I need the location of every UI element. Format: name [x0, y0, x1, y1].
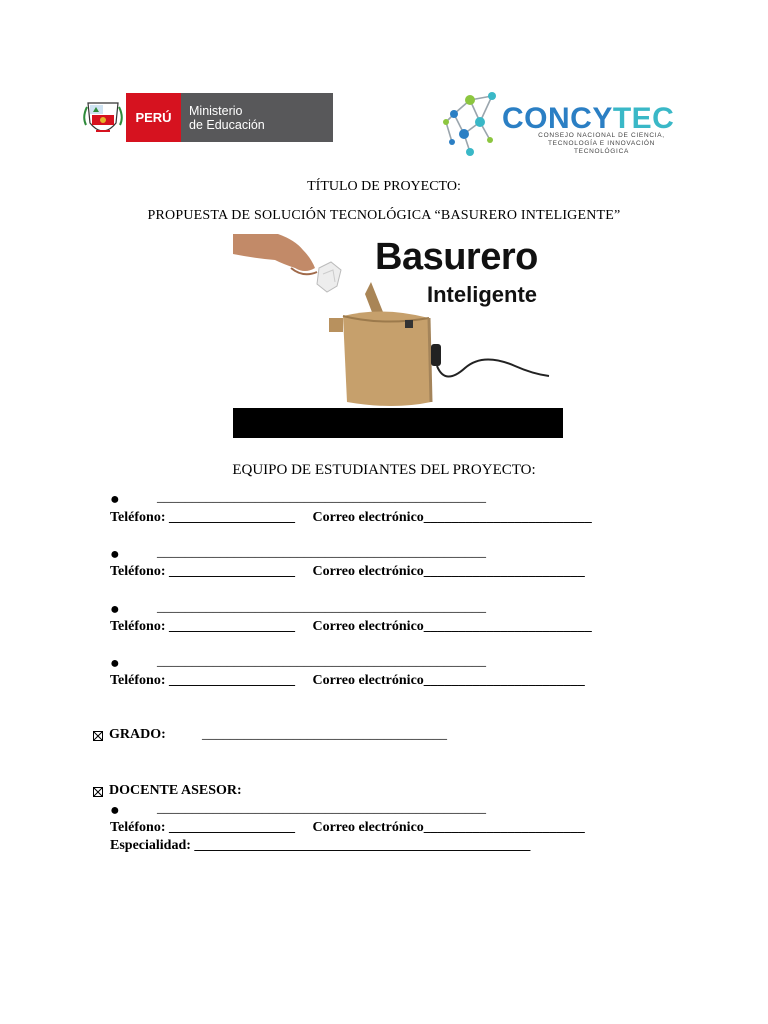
- minedu-logo: [82, 93, 333, 142]
- concytec-logo: [440, 88, 680, 160]
- grade-label: GRADO:: [109, 727, 166, 742]
- concytec-name: CONCYTEC: [502, 102, 675, 135]
- advisor-specialty-line[interactable]: Especialidad: ________________________________________________: [110, 838, 531, 853]
- ministry-line2: de Educación: [189, 117, 265, 132]
- illustration-subtitle: Inteligente: [427, 282, 538, 307]
- checkbox-cross-icon: [94, 788, 102, 796]
- bullet-icon: ●: [110, 601, 120, 618]
- illustration-title: Basurero: [375, 236, 538, 278]
- member-contact-line[interactable]: Teléfono: __________________ Correo electrónico_______________________: [110, 564, 585, 579]
- member-contact-line[interactable]: Teléfono: __________________ Correo electrónico_______________________: [110, 673, 585, 688]
- peru-crest-icon: [82, 93, 124, 142]
- grade-field[interactable]: ___________________________________: [202, 727, 447, 742]
- member-contact-line[interactable]: Teléfono: __________________ Correo electrónico________________________: [110, 619, 592, 634]
- advisor-contact-line[interactable]: Teléfono: __________________ Correo electrónico_______________________: [110, 820, 585, 835]
- concytec-subtitle: CONSEJO NACIONAL DE CIENCIA, TECNOLOGÍA E INNOVACIÓN TECNOLÓGICA: [538, 132, 665, 155]
- network-icon: [440, 88, 502, 160]
- advisor-name-field[interactable]: _______________________________________________: [157, 801, 486, 816]
- black-band: [233, 408, 563, 438]
- member-name-field[interactable]: _______________________________________________: [157, 600, 486, 615]
- ministry-line1: Ministerio: [189, 103, 243, 118]
- bullet-icon: ●: [110, 491, 120, 508]
- member-contact-line[interactable]: Teléfono: __________________ Correo electrónico________________________: [110, 510, 592, 525]
- member-name-field[interactable]: _______________________________________________: [157, 654, 486, 669]
- team-heading: EQUIPO DE ESTUDIANTES DEL PROYECTO:: [232, 462, 536, 478]
- checkbox-cross-icon: [94, 732, 102, 740]
- bullet-icon: ●: [110, 802, 120, 819]
- advisor-label: DOCENTE ASESOR:: [109, 783, 242, 798]
- ministry-name: [181, 93, 333, 142]
- bullet-icon: ●: [110, 546, 120, 563]
- peru-label: PERÚ: [126, 93, 181, 142]
- project-title: PROPUESTA DE SOLUCIÓN TECNOLÓGICA “BASURERO INTELIGENTE”: [147, 208, 621, 223]
- member-name-field[interactable]: _______________________________________________: [157, 545, 486, 560]
- project-illustration: [233, 234, 563, 438]
- advisor-checkbox[interactable]: [93, 787, 103, 797]
- grade-checkbox[interactable]: [93, 731, 103, 741]
- bullet-icon: ●: [110, 655, 120, 672]
- title-label: TÍTULO DE PROYECTO:: [307, 179, 461, 194]
- member-name-field[interactable]: _______________________________________________: [157, 490, 486, 505]
